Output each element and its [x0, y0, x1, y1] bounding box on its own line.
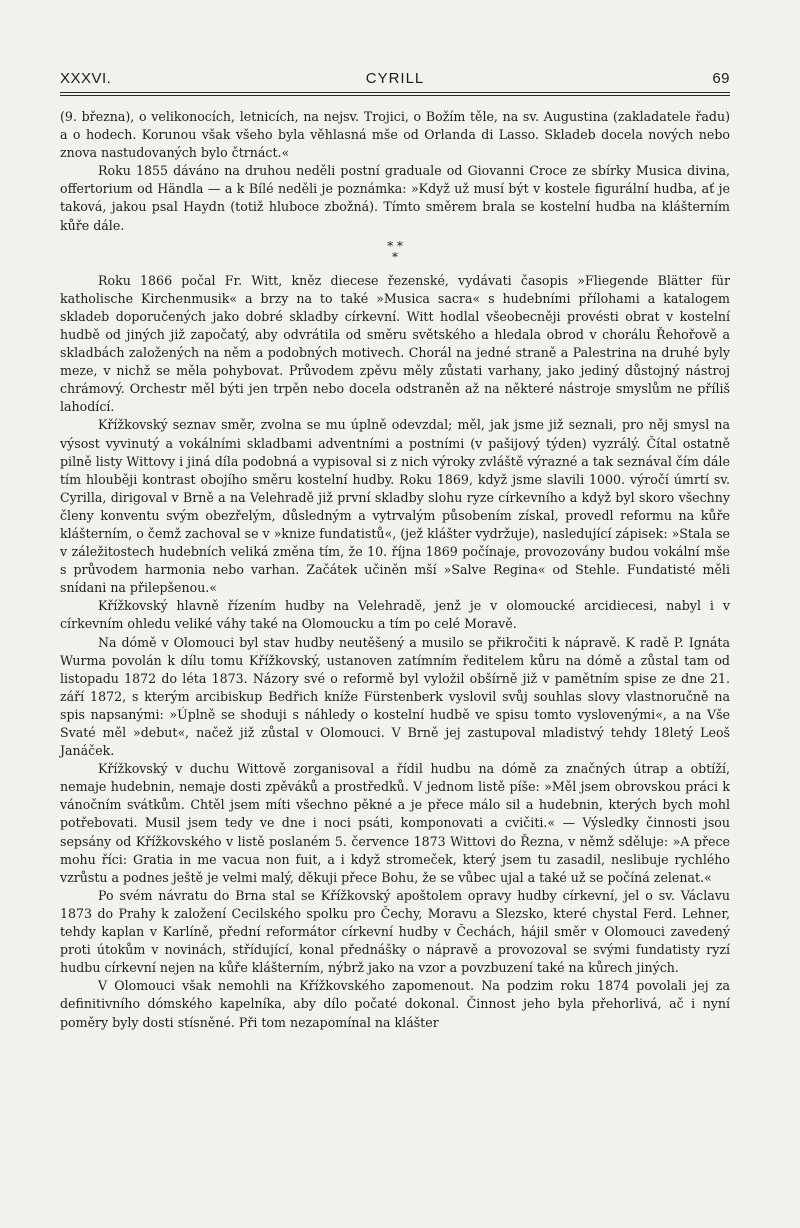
paragraph: Na dómě v Olomouci byl stav hudby neutěšený a musilo se přikročiti k nápravě. K radě P. Ignáta Wurma povolán k dílu tomu Křížkovský, ustanoven zatímním ředitelem kůru na dómě a zůstal tam od listopadu 1872 do léta 1873. Názory své o reformě byl vyložil obšírně již v pamětním spise ze dne 21. září 1872, s kterým arcibiskup Bedřich kníže Fürstenberk vyslovil svůj souhlas slovy vlastnoručně na spis napsanými: »Úplně se shoduji s náhledy o kostelní hudbě ve spisu tomto vyslovenými«, a na Vše Svaté měl »debut«, načež již zůstal v Olomouci. V Brně jej zastupoval mladistvý tehdy 18letý Leoš Janáček. [60, 634, 730, 759]
paragraph: Křížkovský hlavně řízením hudby na Velehradě, jenž je v olomoucké arcidiecesi, nabyl i v církevním ohledu veliké váhy také na Olomoucku a tím po celé Moravě. [60, 598, 730, 632]
chapter-number: XXXVI. [60, 70, 112, 87]
body-text [60, 108, 730, 1032]
separator-star-bottom: * [392, 249, 398, 264]
paragraph: Křížkovský seznav směr, zvolna se mu úplně odevzdal; měl, jak jsme již seznali, pro něj smysl na výsost vyvinutý a vokálními skladbami adventními a postními (v pašijový týden) vyzrálý. Čítal ostatně pilně listy Wittovy i jiná díla podobná a vypisoval si z nich výroky zvláště výrazné a tak seznával čím dále tím hlouběji kontrast obojího směru kostelní hudby. Roku 1869, když jsme slavili 1000. výročí úmrtí sv. Cyrilla, dirigoval v Brně a na Velehradě již první skladby slohu ryze církevního a když byl skoro všechny členy konventu svým obezřelým, důsledným a vytrvalým působením získal, provedl reformu na kůře klášterním, o čemž zachoval se v »knize fundatistů«, (jež klášter vydržuje), nasledující zápisek: »Stala se v záležitostech hudebních veliká změna tím, že 10. října 1869 počínaje, provozovány budou vokální mše s průvodem harmonia nebo varhan. Začátek učiněn mší »Salve Regina« od Stehle. Fundatisté měli snídani na přilepšenou.« [60, 417, 730, 596]
paragraph: Křížkovský v duchu Wittově zorganisoval a řídil hudbu na dómě za značných útrap a obtíží, nemaje hudebnin, nemaje dosti zpěváků a prostředků. V jednom listě píše: »Měl jsem obrovskou práci k vánočním svátkům. Chtěl jsem míti všechno pěkné a je přece málo sil a hudebnin, kterých bych mohl potřebovati. Musil jsem tedy ve dne i noci psáti, komponovati a cvičiti.« — Výsledky činnosti jsou sepsány od Křížkovského v listě poslaném 5. července 1873 Wittovi do Řezna, v němž sděluje: »A přece mohu říci: Gratia in me vacua non fuit, a i když stromeček, který jsem tu zasadil, neslibuje rychlého vzrůstu a podnes ještě je velmi malý, děkuji přece Bohu, že se vůbec ujal a také už se počíná zelenat.« [60, 761, 730, 885]
section-separator [60, 238, 730, 264]
page [60, 70, 730, 1032]
running-title: CYRILL [365, 70, 425, 87]
paragraph: Po svém návratu do Brna stal se Křížkovský apoštolem opravy hudby církevní, jel o sv. Václavu 1873 do Prahy k založení Cecilského spolku pro Čechy, Moravu a Slezsko, které chystal Ferd. Lehner, tehdy kaplan v Karlíně, přední reformátor církevní hudby v Čechách, hájil směr v Olomouci zavedený proti útokům v novinách, střídující, konal přednášky o nápravě a provozoval se svými fundatisty ryzí hudbu církevní nejen na kůře klášterním, nýbrž jako na vzor a povzbuzení také na kůrech jiných. [60, 887, 730, 976]
header-rule [60, 92, 730, 93]
paragraph: V Olomouci však nemohli na Křížkovského zapomenout. Na podzim roku 1874 povolali jej za definitivního dómského kapelníka, aby dílo počaté dokonal. Činnost jeho byla přehorlivá, ač i nyní poměry byly dosti stísněné. Při tom nezapomínal na klášter [60, 978, 730, 1030]
running-header [60, 70, 730, 92]
separator-stars-top: * * [387, 238, 403, 253]
header-rule-lower [60, 95, 730, 96]
paragraph: Roku 1866 počal Fr. Witt, kněz diecese řezenské, vydávati časopis »Fliegende Blätter für katholische Kirchenmusik« a brzy na to také »Musica sacra« s hudebními přílohami a katalogem skladeb doporučených jako dobré skladby církevní. Witt hodlal všeobecněji provésti obrat v kostelní hudbě od jiných již započatý, aby odvrátila od směru světského a hledala obrod v chorálu Řehořově a skladbách založených na něm a podobných motivech. Chorál na jedné straně a Palestrina na druhé byly meze, v nichž se měla pohybovat. Průvodem zpěvu měly zůstati varhany, jako jediný důstojný nástroj chrámový. Orchestr měl býti jen trpěn nebo docela odstraněn až na některé nástroje smyslům ne příliš lahodící. [60, 272, 730, 415]
page-number: 69 [712, 70, 730, 87]
paragraph: Roku 1855 dáváno na druhou neděli postní graduale od Giovanni Croce ze sbírky Musica divina, offertorium od Händla — a k Bílé neděli je poznámka: »Když už musí být v kostele figurální hudba, ať je taková, jakou psal Haydn (totiž hluboce zbožná). Tímto směrem brala se kostelní hudba na klášterním kůře dále. [60, 163, 730, 233]
paragraph: (9. března), o velikonocích, letnicích, na nejsv. Trojici, o Božím těle, na sv. Augustina (zakladatele řadu) a o hodech. Korunou však všeho byla věhlasná mše od Orlanda di Lasso. Skladeb docela nových nebo znova nastudovaných bylo čtrnáct.« [60, 109, 730, 161]
